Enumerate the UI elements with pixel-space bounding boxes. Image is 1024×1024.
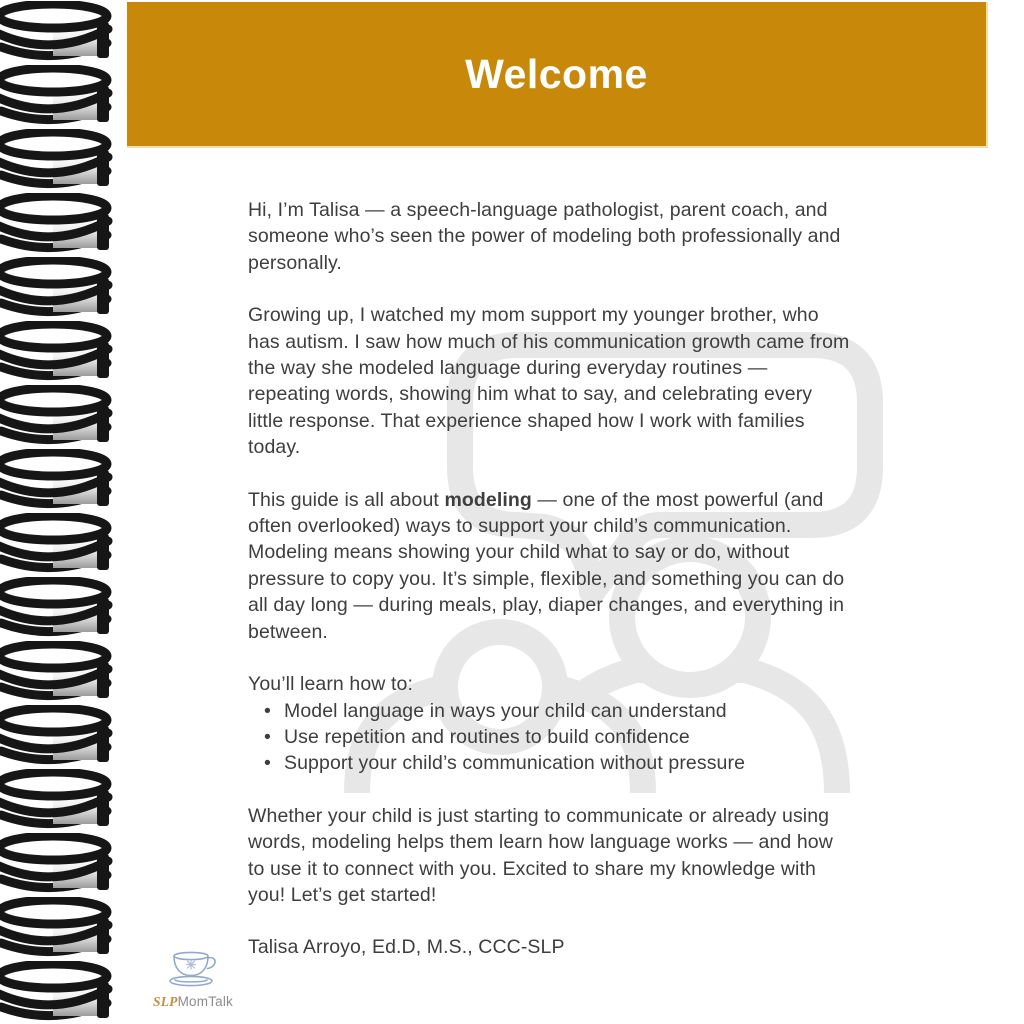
text-line: personally.	[248, 251, 342, 274]
signature: Talisa Arroyo, Ed.D, M.S., CCC-SLP	[248, 936, 565, 959]
brand-logo	[147, 944, 239, 1010]
text-line: Modeling means showing your child what to say or do, without	[248, 541, 790, 564]
spiral-binding	[0, 1, 117, 1024]
spiral-ring-icon	[0, 65, 115, 129]
story-paragraph	[248, 302, 948, 460]
list-item	[248, 698, 948, 724]
text-line: you! Let’s get started!	[248, 883, 437, 906]
text-line: has autism. I saw how much of his communication growth came from	[248, 330, 850, 353]
text-line: often overlooked) ways to support your child’s communication.	[248, 515, 792, 538]
text-line: today.	[248, 436, 301, 459]
list-item-text: Support your child’s communication without pressure	[284, 752, 746, 775]
bullet-icon: •	[264, 725, 271, 748]
spiral-ring-icon	[0, 833, 115, 897]
spiral-ring-icon	[0, 449, 115, 513]
text-line: Growing up, I watched my mom support my younger brother, who	[248, 304, 819, 327]
text-line: repeating words, showing him what to say, and celebrating every	[248, 383, 813, 406]
brand-name	[153, 994, 233, 1010]
list-item	[248, 750, 948, 776]
spiral-ring-icon	[0, 705, 115, 769]
list-item	[248, 724, 948, 750]
text-line: Whether your child is just starting to communicate or already using	[248, 804, 830, 827]
spiral-ring-icon	[0, 129, 115, 193]
teacup-icon	[161, 944, 225, 992]
spiral-ring-icon	[0, 193, 115, 257]
text-segment: — one of the most powerful (and	[531, 488, 824, 511]
text-segment: This guide is all about	[248, 488, 445, 511]
intro-paragraph	[248, 197, 948, 276]
bullet-icon: •	[264, 752, 271, 775]
spiral-ring-icon	[0, 321, 115, 385]
spiral-ring-icon	[0, 1, 115, 65]
text-line: pressure to copy you. It’s simple, flexible, and something you can do	[248, 567, 845, 590]
spiral-ring-icon	[0, 897, 115, 961]
text-line: between.	[248, 620, 328, 643]
bold-keyword: modeling	[444, 488, 532, 511]
list-heading: You’ll learn how to:	[248, 673, 413, 696]
text-line: someone who’s seen the power of modeling both professionally and	[248, 225, 841, 248]
brand-prefix: SLP	[152, 994, 178, 1009]
closing-paragraph	[248, 803, 948, 909]
body-text	[248, 197, 948, 961]
page-title: Welcome	[465, 50, 648, 97]
list-item-text: Model language in ways your child can understand	[284, 699, 727, 722]
spiral-ring-icon	[0, 961, 115, 1024]
text-line	[248, 487, 948, 513]
header-banner	[127, 2, 988, 148]
learn-list	[248, 671, 948, 777]
spiral-ring-icon	[0, 513, 115, 577]
list-item-text: Use repetition and routines to build confidence	[284, 725, 690, 748]
text-line: the way she modeled language during everyday routines —	[248, 357, 768, 380]
spiral-ring-icon	[0, 577, 115, 641]
text-line: all day long — during meals, play, diaper changes, and everything in	[248, 594, 845, 617]
brand-suffix: MomTalk	[177, 994, 234, 1009]
spiral-ring-icon	[0, 641, 115, 705]
spiral-ring-icon	[0, 385, 115, 449]
guide-paragraph	[248, 487, 948, 645]
bullet-icon: •	[264, 699, 271, 722]
text-line: little response. That experience shaped how I work with families	[248, 409, 805, 432]
text-line: to use it to connect with you. Excited to share my knowledge with	[248, 857, 816, 880]
spiral-ring-icon	[0, 257, 115, 321]
spiral-ring-icon	[0, 769, 115, 833]
text-line: words, modeling helps them learn how language works — and how	[248, 831, 833, 854]
text-line: Hi, I’m Talisa — a speech-language pathologist, parent coach, and	[248, 199, 828, 221]
